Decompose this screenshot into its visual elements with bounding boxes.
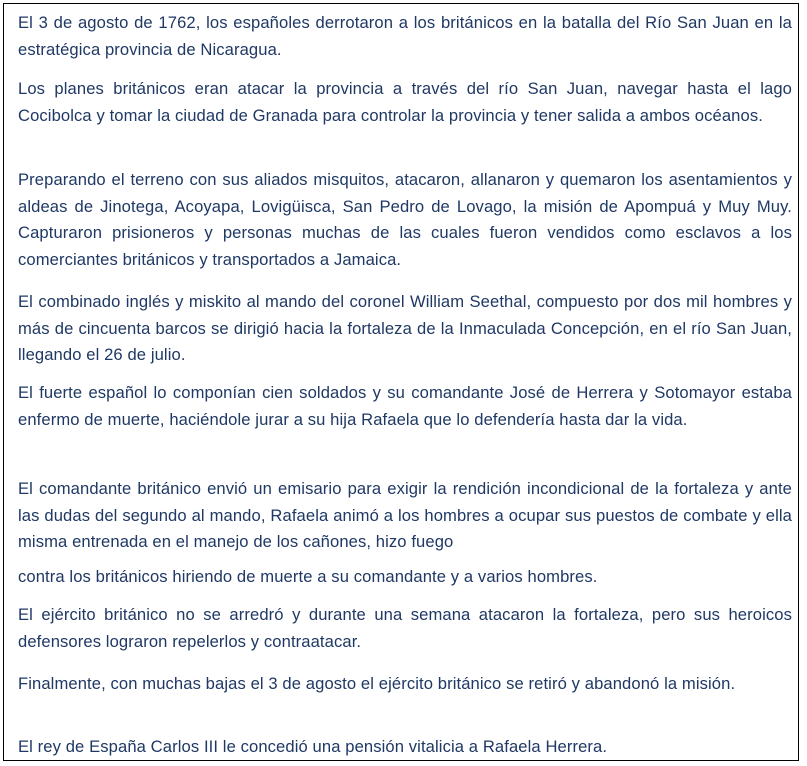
paragraph-british-retreat: Finalmente, con muchas bajas el 3 de agosto el ejército británico se retiró y abandonó la misión.	[18, 674, 736, 693]
paragraph-spanish-fort: El fuerte español lo componían cien soldados y su comandante José de Herrera y Sotomayor estaba enfermo de muerte, haciéndole jurar a su hija Rafaela que lo defendería hasta dar la vida.	[18, 383, 792, 429]
paragraph-royal-pension: El rey de España Carlos III le concedió una pensión vitalicia a Rafaela Herrera.	[18, 737, 608, 756]
paragraph-british-plans: Los planes británicos eran atacar la provincia a través del río San Juan, navegar hasta el lago Cocibolca y tomar la ciudad de Granada para controlar la provincia y tener salida a ambos océanos.	[18, 79, 792, 125]
paragraph-siege: El ejército británico no se arredró y durante una semana atacaron la fortaleza, pero sus heroicos defensores lograron repelerlos y contraatacar.	[18, 605, 792, 651]
document-frame	[3, 3, 799, 761]
paragraph-combined-force: El combinado inglés y miskito al mando del coronel William Seethal, compuesto por dos mil hombres y más de cincuenta barcos se dirigió hacia la fortaleza de la Inmaculada Concepción, en el río San Juan, llegando el 26 de julio.	[18, 292, 792, 364]
paragraph-rafaela-defense-continued: contra los británicos hiriendo de muerte a su comandante y a varios hombres.	[18, 567, 598, 586]
paragraph-rafaela-defense: El comandante británico envió un emisario para exigir la rendición incondicional de la fortaleza y ante las dudas del segundo al mando, Rafaela animó a los hombres a ocupar sus puestos de combate y ella misma entrenada en el manejo de los cañones, hizo fuego	[18, 479, 792, 551]
paragraph-battle-date: El 3 de agosto de 1762, los españoles derrotaron a los británicos en la batalla del Río San Juan en la estratégica provincia de Nicaragua.	[18, 13, 792, 59]
paragraph-preparations: Preparando el terreno con sus aliados misquitos, atacaron, allanaron y quemaron los asentamientos y aldeas de Jinotega, Acoyapa, Lovigüisca, San Pedro de Lovago, la misión de Apompuá y Muy Muy. Capturaron prisioneros y personas muchas de las cuales fueron vendidos como esclavos a los comerciantes británicos y transportados a Jamaica.	[18, 170, 792, 269]
